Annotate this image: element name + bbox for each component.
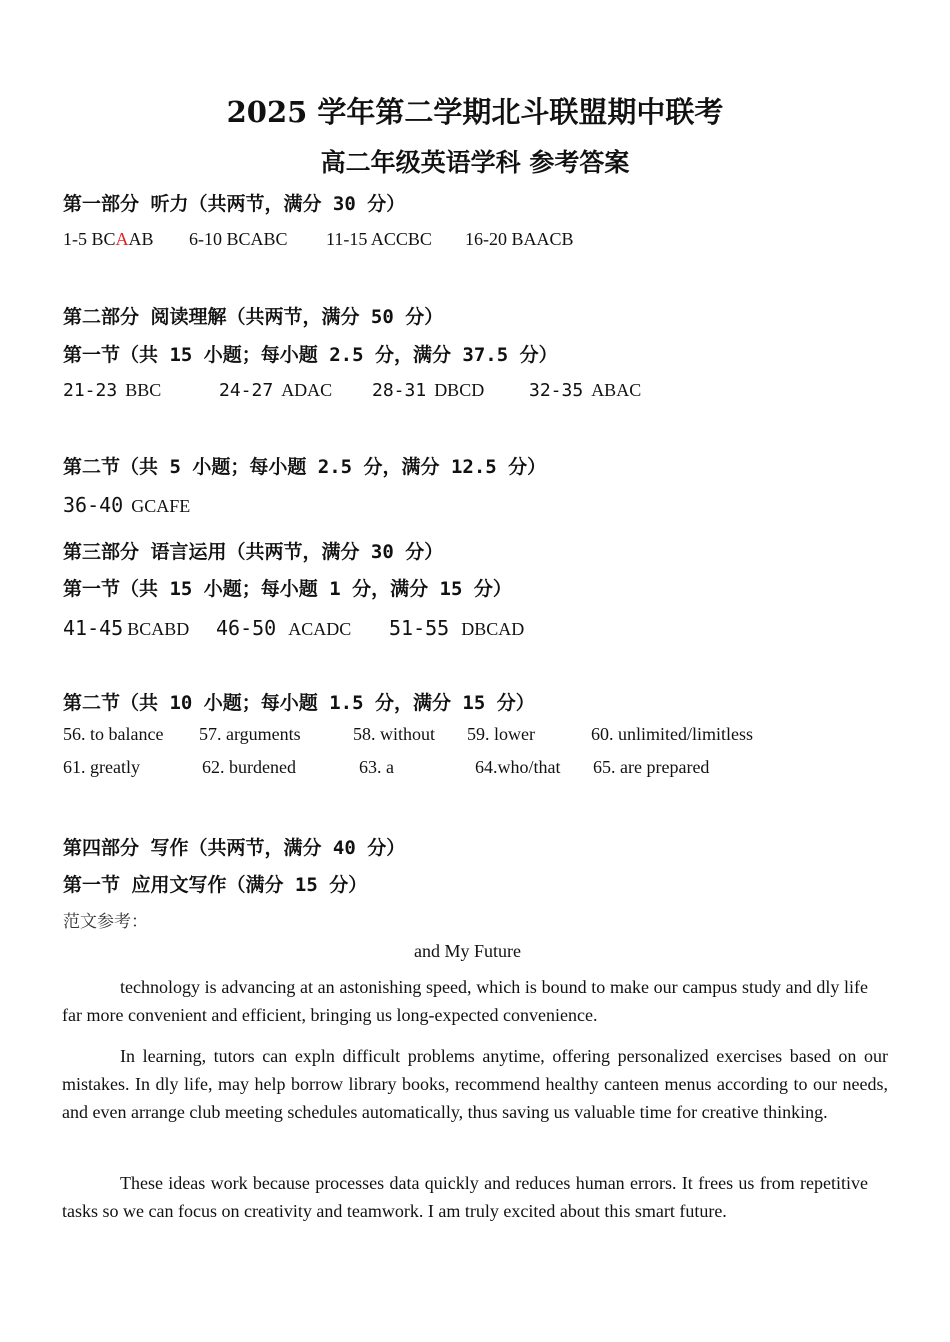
answer-value: ABAC — [591, 380, 642, 400]
answer-63: 63. a — [359, 757, 394, 777]
part4-section1-heading: 第一节 应用文写作（满分 15 分） — [63, 874, 368, 896]
answer-group-21-23 — [63, 380, 161, 401]
highlighted-answer: A — [115, 229, 129, 249]
answer-group-51-55 — [389, 616, 524, 640]
answer-range: 24-27 — [219, 380, 274, 401]
answer-64: 64.who/that — [475, 757, 561, 777]
document-title: 2025 学年第二学期北斗联盟期中联考 — [226, 95, 724, 129]
answer-group-16-20: 16-20 BAACB — [465, 229, 574, 249]
answer-group-36-40 — [63, 493, 190, 517]
answer-value: ACADC — [288, 619, 352, 639]
answer-62: 62. burdened — [202, 757, 296, 777]
answer-group-24-27 — [219, 380, 332, 401]
answer-value: DBCD — [434, 380, 485, 400]
answer-65: 65. are prepared — [593, 757, 710, 777]
sample-essay-note: 范文参考： — [63, 912, 148, 932]
part1-heading: 第一部分 听力（共两节，满分 30 分） — [63, 193, 406, 215]
answer-range: 28-31 — [372, 380, 427, 401]
answer-60: 60. unlimited/limitless — [591, 724, 753, 744]
part4-heading: 第四部分 写作（共两节，满分 40 分） — [63, 837, 406, 859]
essay-paragraph-1: technology is advancing at an astonishing speed, which is bound to make our campus study and dly life far more convenient and efficient, bringing us long-expected convenience. — [62, 977, 868, 1025]
answer-range: 32-35 — [529, 380, 584, 401]
answer-group-28-31 — [372, 380, 484, 401]
answer-57: 57. arguments — [199, 724, 301, 744]
answer-56: 56. to balance — [63, 724, 164, 744]
answer-range: 46-50 — [216, 616, 277, 640]
answer-group-11-15: 11-15 ACCBC — [326, 229, 432, 249]
part2-section1-heading: 第一节（共 15 小题；每小题 2.5 分，满分 37.5 分） — [63, 344, 558, 366]
answer-value: BCABD — [127, 619, 190, 639]
answer-58: 58. without — [353, 724, 436, 744]
answer-range: 41-45 — [63, 616, 124, 640]
answer-59: 59. lower — [467, 724, 535, 744]
part3-heading: 第三部分 语言运用（共两节，满分 30 分） — [63, 541, 444, 563]
answer-range: 51-55 — [389, 616, 450, 640]
answer-range: 1-5 — [63, 229, 87, 249]
answer-group-46-50 — [216, 616, 351, 640]
part3-section2-heading: 第二节（共 10 小题；每小题 1.5 分，满分 15 分） — [63, 692, 535, 714]
essay-title: and My Future — [414, 941, 521, 961]
part3-section1-heading: 第一节（共 15 小题；每小题 1 分，满分 15 分） — [63, 578, 512, 600]
answer-value: GCAFE — [131, 496, 191, 516]
answer-group-1-5 — [63, 229, 154, 250]
document-subtitle: 高二年级英语学科 参考答案 — [320, 148, 630, 177]
essay-paragraph-3: These ideas work because processes data quickly and reduces human errors. It frees us from repetitive tasks so we can focus on creativity and teamwork. I am truly excited about this smart future. — [62, 1173, 868, 1221]
part2-section2-heading: 第二节（共 5 小题；每小题 2.5 分，满分 12.5 分） — [63, 456, 547, 478]
answer-range: 21-23 — [63, 380, 118, 401]
answer-value: BCAAB — [91, 229, 154, 249]
answer-group-6-10: 6-10 BCABC — [189, 229, 288, 249]
answer-group-41-45 — [63, 616, 189, 640]
essay-paragraph-2: In learning, tutors can expln difficult problems anytime, offering personalized exercises based on our mistakes. In dly life, may help borrow library books, recommend healthy canteen menus according to our needs, and even arrange club meeting schedules automatically, thus saving us valuable time for creative thinking. — [62, 1046, 888, 1122]
part2-heading: 第二部分 阅读理解（共两节，满分 50 分） — [63, 306, 444, 328]
answer-value: ADAC — [281, 380, 333, 400]
answer-value: DBCAD — [461, 619, 525, 639]
answer-value: BBC — [125, 380, 162, 400]
answer-61: 61. greatly — [63, 757, 140, 777]
answer-range: 36-40 — [63, 493, 124, 517]
answer-group-32-35 — [529, 380, 641, 401]
